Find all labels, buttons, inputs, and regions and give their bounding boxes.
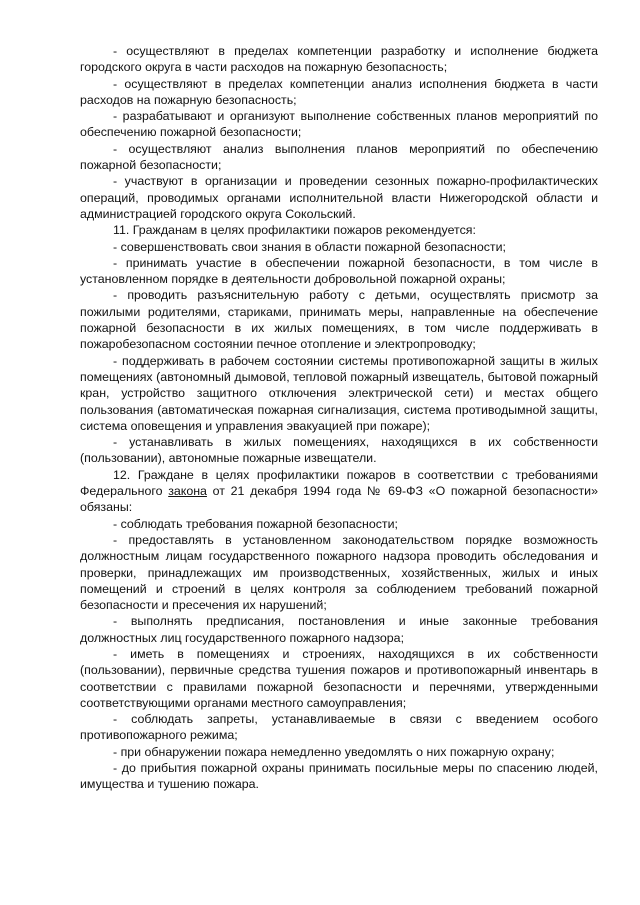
paragraph-report-fire: - при обнаружении пожара немедленно уведомлять о них пожарную охрану; — [113, 744, 555, 759]
paragraph-extinguishing-means: - иметь в помещениях и строениях, находящихся в их собственности (пользовании), первичные средства тушения пожаров и противопожарный инвентарь в соответствии с правилами пожарной безопасности и перечнями, утвержденными соответствующими органами местного самоуправления; — [80, 646, 598, 710]
paragraph-plans-development: - разрабатывают и организуют выполнение собственных планов мероприятий по обеспечению пожарной безопасности; — [80, 109, 598, 140]
paragraph-fulfill-orders: - выполнять предписания, постановления и иные законные требования должностных лиц государственного пожарного надзора; — [80, 614, 598, 645]
document-page — [80, 43, 598, 793]
paragraph-maintain-systems: - поддерживать в рабочем состоянии системы противопожарной защиты в жилых помещениях (автономный дымовой, тепловой пожарный извещатель, бытовой пожарный кран, устройство защитного отключения электрической сети) и местах общего пользования (автоматическая пожарная сигнализация, система противодымной защиты, система оповещения и управления эвакуацией при пожаре); — [80, 353, 598, 433]
paragraph-observe-bans: - соблюдать запреты, устанавливаемые в связи с введением особого противопожарного режима; — [80, 712, 598, 743]
section-12-text-before: 12. Граждане в целях профилактики пожаров в соответствии с требованиями Федерального — [80, 467, 598, 499]
paragraph-install-detectors: - устанавливать в жилых помещениях, находящихся в их собственности (пользовании), автономные пожарные извещатели. — [80, 435, 598, 466]
paragraph-budget-execution: - осуществляют в пределах компетенции разработку и исполнение бюджета городского округа в части расходов на пожарную безопасность; — [80, 44, 598, 75]
paragraph-budget-analysis: - осуществляют в пределах компетенции анализ исполнения бюджета в части расходов на пожарную безопасность; — [80, 76, 598, 107]
section-11-heading: 11. Гражданам в целях профилактики пожаров рекомендуется: — [113, 223, 476, 238]
paragraph-participate: - принимать участие в обеспечении пожарной безопасности, в том числе в установленном порядке в деятельности добровольной пожарной охраны; — [80, 255, 598, 287]
paragraph-improve-knowledge: - совершенствовать свои знания в области пожарной безопасности; — [113, 239, 506, 254]
section-12-text-after: от 21 декабря 1994 года № 69-ФЗ «О пожарной безопасности» обязаны: — [80, 484, 598, 515]
paragraph-comply-requirements: - соблюдать требования пожарной безопасности; — [113, 516, 398, 531]
paragraph-explain-to-children: - проводить разъяснительную работу с детьми, осуществлять присмотр за пожилыми родителями, стариками, принимать меры, направленные на обеспечение пожарной безопасности в их жилых помещениях, в том числе поддерживать в пожаробезопасном состоянии печное отопление и электропроводку; — [80, 288, 598, 352]
federal-law-link[interactable]: закона — [168, 484, 207, 499]
paragraph-allow-inspections: - предоставлять в установленном законодательством порядке возможность должностным лицам государственного пожарного надзора проводить обследования и проверки, принадлежащих им производственных, хозяйственных, жилых и иных помещений и строений в целях контроля за соблюдением требований пожарной безопасности и пресечения их нарушений; — [80, 532, 598, 613]
paragraph-rescue-measures: - до прибытия пожарной охраны принимать посильные меры по спасению людей, имущества и тушению пожара. — [80, 761, 598, 792]
section-12-heading — [80, 467, 598, 516]
paragraph-plans-analysis: - осуществляют анализ выполнения планов мероприятий по обеспечению пожарной безопасности; — [80, 141, 598, 173]
paragraph-seasonal-operations: - участвуют в организации и проведении сезонных пожарно-профилактических операций, проводимых органами исполнительной власти Нижегородской области и администрацией городского округа Сокольский. — [80, 174, 598, 221]
